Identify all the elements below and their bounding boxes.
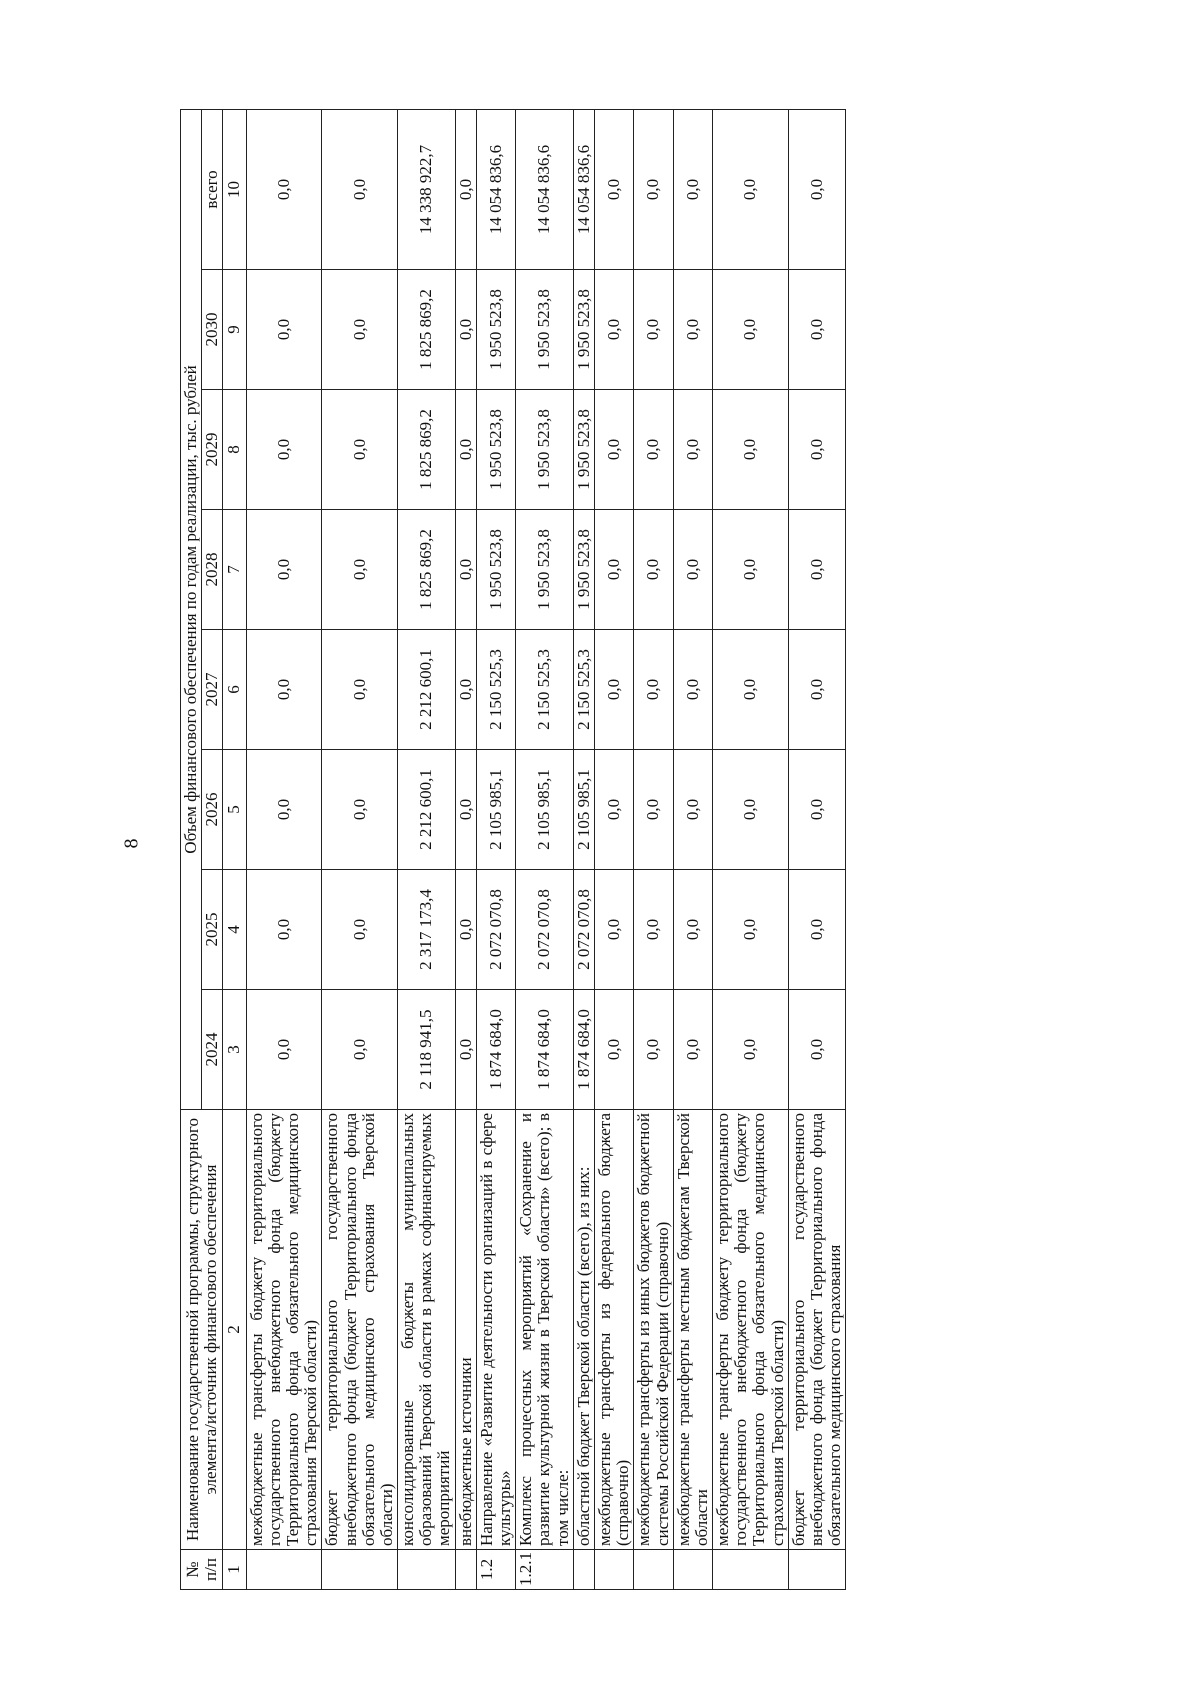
column-number: 1 [223,1550,246,1590]
row-total: 14 054 836,6 [573,109,594,269]
row-name: бюджет территориального государственного внебюджетного фонда (бюджет Территориального фонда обязательного медицинского страхования [788,1110,846,1550]
row-value: 2 105 985,1 [573,750,594,870]
row-value: 0,0 [594,390,633,510]
row-value: 0,0 [634,270,673,390]
row-name: консолидированные бюджеты муниципальных образований Тверской области в рамках софинансируемых мероприятий [398,1110,456,1550]
row-name: межбюджетные трансферты из федерального бюджета (справочно) [594,1110,633,1550]
table-row [573,109,594,1589]
row-value: 0,0 [713,630,789,750]
row-value: 0,0 [455,390,476,510]
row-name: межбюджетные трансферты из иных бюджетов бюджетной системы Российской Федерации (справочно) [634,1110,673,1550]
row-number [246,1550,322,1590]
row-value: 0,0 [322,390,398,510]
row-name: межбюджетные трансферты бюджету территориального государственного внебюджетного фонда (бюджету Территориального фонда обязательного медицинского страхования Тверской области) [713,1110,789,1550]
row-value: 0,0 [634,390,673,510]
row-number: 1.2 [476,1550,515,1590]
row-value: 0,0 [788,750,846,870]
row-value: 1 950 523,8 [573,270,594,390]
row-value: 1 950 523,8 [516,510,574,630]
row-value: 1 950 523,8 [476,270,515,390]
row-name: межбюджетные трансферты местным бюджетам Тверской области [673,1110,712,1550]
row-total: 0,0 [673,109,712,269]
row-value: 2 105 985,1 [516,750,574,870]
header-volume: Объем финансового обеспечения по годам реализации, тыс. рублей [181,109,202,1109]
header-name: Наименование государственной программы, структурного элемента/источник финансового обеспечения [181,1110,223,1550]
row-value: 0,0 [673,990,712,1110]
row-number [322,1550,398,1590]
row-name: межбюджетные трансферты бюджету территориального государственного внебюджетного фонда (бюджету Территориального фонда обязательного медицинского страхования Тверской области) [246,1110,322,1550]
row-value: 0,0 [246,270,322,390]
row-name: внебюджетные источники [455,1110,476,1550]
row-value: 0,0 [713,870,789,990]
table-row [322,109,398,1589]
row-value: 1 950 523,8 [476,390,515,510]
row-value: 0,0 [673,510,712,630]
row-name: областной бюджет Тверской области (всего), из них: [573,1110,594,1550]
row-name: Направление «Развитие деятельности организаций в сфере культуры» [476,1110,515,1550]
row-number [398,1550,456,1590]
row-value: 0,0 [788,510,846,630]
row-number [673,1550,712,1590]
row-number: 1.2.1 [516,1550,574,1590]
row-total: 14 054 836,6 [516,109,574,269]
row-total: 0,0 [788,109,846,269]
row-value: 0,0 [673,270,712,390]
column-number: 7 [223,510,246,630]
row-value: 1 950 523,8 [476,510,515,630]
table-row [516,109,574,1589]
row-value: 0,0 [455,270,476,390]
row-value: 1 950 523,8 [573,390,594,510]
row-value: 1 874 684,0 [476,990,515,1110]
row-number [455,1550,476,1590]
row-number [573,1550,594,1590]
row-value: 0,0 [322,870,398,990]
row-value: 0,0 [788,990,846,1110]
column-number: 8 [223,390,246,510]
row-value: 0,0 [322,990,398,1110]
row-total: 0,0 [246,109,322,269]
header-year: 2029 [202,390,223,510]
row-value: 0,0 [455,510,476,630]
row-value: 0,0 [594,270,633,390]
row-value: 0,0 [246,390,322,510]
row-value: 1 950 523,8 [516,390,574,510]
column-number: 2 [223,1110,246,1550]
row-value: 2 150 525,3 [476,630,515,750]
table-row [398,109,456,1589]
row-value: 0,0 [246,870,322,990]
row-value: 0,0 [594,750,633,870]
row-value: 0,0 [713,990,789,1110]
table-body [246,109,846,1589]
table-row [246,109,322,1589]
header-year: 2028 [202,510,223,630]
row-value: 0,0 [594,510,633,630]
column-number: 4 [223,870,246,990]
row-value: 0,0 [246,510,322,630]
header-year: 2027 [202,630,223,750]
page-number: 8 [120,838,143,849]
row-value: 0,0 [455,990,476,1110]
row-value: 0,0 [634,630,673,750]
header-year: 2025 [202,870,223,990]
row-value: 2 105 985,1 [476,750,515,870]
table-row [594,109,633,1589]
header-year: 2024 [202,990,223,1110]
row-total: 14 054 836,6 [476,109,515,269]
row-value: 0,0 [673,630,712,750]
row-value: 0,0 [788,270,846,390]
row-value: 1 825 869,2 [398,390,456,510]
row-number [634,1550,673,1590]
row-value: 0,0 [246,630,322,750]
column-number: 5 [223,750,246,870]
row-value: 0,0 [322,630,398,750]
row-total: 0,0 [322,109,398,269]
column-number: 10 [223,109,246,269]
row-value: 2 150 525,3 [516,630,574,750]
row-value: 2 150 525,3 [573,630,594,750]
row-value: 2 317 173,4 [398,870,456,990]
row-value: 0,0 [788,630,846,750]
row-value: 0,0 [634,510,673,630]
row-value: 0,0 [634,870,673,990]
table-row [713,109,789,1589]
row-value: 0,0 [634,750,673,870]
table-row [634,109,673,1589]
funding-table [180,109,846,1590]
row-value: 2 212 600,1 [398,750,456,870]
row-value: 2 072 070,8 [573,870,594,990]
row-total: 0,0 [713,109,789,269]
header-year: 2030 [202,270,223,390]
row-value: 0,0 [673,390,712,510]
row-number [713,1550,789,1590]
row-value: 0,0 [246,990,322,1110]
table-row [455,109,476,1589]
row-total: 0,0 [634,109,673,269]
row-value: 0,0 [788,390,846,510]
row-value: 0,0 [713,750,789,870]
row-value: 2 118 941,5 [398,990,456,1110]
header-total: всего [202,109,223,269]
table-row [476,109,515,1589]
row-value: 0,0 [713,510,789,630]
row-value: 0,0 [594,870,633,990]
row-value: 0,0 [634,990,673,1110]
row-total: 14 338 922,7 [398,109,456,269]
row-value: 0,0 [322,510,398,630]
header-no: № п/п [181,1550,223,1590]
row-total: 0,0 [594,109,633,269]
rotated-page [180,110,1065,1590]
row-value: 2 072 070,8 [516,870,574,990]
row-value: 1 874 684,0 [573,990,594,1110]
row-value: 2 212 600,1 [398,630,456,750]
table-row [673,109,712,1589]
row-value: 0,0 [455,630,476,750]
row-name: Комплекс процессных мероприятий «Сохранение и развитие культурной жизни в Тверской области» (всего); в том числе: [516,1110,574,1550]
row-value: 0,0 [594,990,633,1110]
row-value: 0,0 [322,750,398,870]
row-value: 0,0 [246,750,322,870]
table-row [788,109,846,1589]
row-value: 0,0 [455,870,476,990]
column-number: 6 [223,630,246,750]
column-number: 9 [223,270,246,390]
header-row-1 [181,109,202,1589]
column-numbers-row [223,109,246,1589]
row-value: 1 825 869,2 [398,270,456,390]
row-value: 1 825 869,2 [398,510,456,630]
row-value: 0,0 [673,750,712,870]
row-value: 0,0 [713,270,789,390]
row-value: 2 072 070,8 [476,870,515,990]
row-value: 0,0 [713,390,789,510]
row-total: 0,0 [455,109,476,269]
row-value: 1 950 523,8 [516,270,574,390]
row-name: бюджет территориального государственного внебюджетного фонда (бюджет Территориального фонда обязательного медицинского страхования Тверской области) [322,1110,398,1550]
row-value: 0,0 [455,750,476,870]
header-year: 2026 [202,750,223,870]
row-value: 1 874 684,0 [516,990,574,1110]
row-value: 0,0 [322,270,398,390]
row-number [594,1550,633,1590]
row-number [788,1550,846,1590]
row-value: 0,0 [594,630,633,750]
row-value: 0,0 [673,870,712,990]
row-value: 1 950 523,8 [573,510,594,630]
row-value: 0,0 [788,870,846,990]
column-number: 3 [223,990,246,1110]
